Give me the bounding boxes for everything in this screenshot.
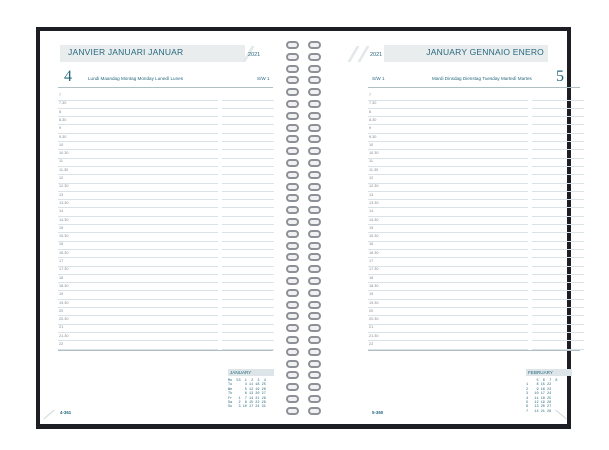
time-label: 9.30 <box>59 134 67 139</box>
spiral-ring <box>308 194 321 202</box>
time-label: 19.30 <box>59 300 69 305</box>
time-slot-row[interactable] <box>368 291 584 300</box>
time-slot-row[interactable] <box>368 258 584 267</box>
time-label: 11.30 <box>59 167 69 172</box>
time-slot-row[interactable] <box>368 333 584 342</box>
time-label: 8 <box>59 109 62 114</box>
time-label: 19 <box>59 292 64 297</box>
spiral-ring <box>308 135 321 143</box>
time-label: 19 <box>369 292 374 297</box>
time-slot-row[interactable] <box>58 158 274 167</box>
time-slot-row[interactable] <box>368 142 584 151</box>
time-slot-row[interactable] <box>58 200 274 209</box>
time-slot-row[interactable] <box>58 167 274 176</box>
time-slot-row[interactable] <box>58 217 274 226</box>
spiral-ring <box>286 100 299 108</box>
time-label: 14 <box>59 209 64 214</box>
time-label: 17.30 <box>369 267 379 272</box>
time-slot-row[interactable] <box>368 275 584 284</box>
time-slot-row[interactable] <box>368 100 584 109</box>
header-decoration <box>357 46 369 62</box>
time-label: 18 <box>369 275 374 280</box>
time-label: 10 <box>59 142 64 147</box>
right-day-names: Mardi Dinsdag Dienstag Tuesday Martedì Martes <box>432 76 532 81</box>
spiral-ring <box>286 112 299 120</box>
spiral-ring <box>308 395 321 403</box>
spiral-ring <box>286 147 299 155</box>
time-label: 17 <box>369 259 374 263</box>
right-day-number: 5 <box>556 68 564 85</box>
right-day-code: 5-360 <box>372 410 384 415</box>
time-label: 12 <box>59 176 64 180</box>
time-label: 22 <box>369 342 374 346</box>
spiral-ring <box>286 407 299 415</box>
time-label: 13.30 <box>59 200 69 205</box>
time-slot-row[interactable] <box>368 183 584 192</box>
time-slot-row[interactable] <box>58 258 274 267</box>
time-label: 14.30 <box>59 217 69 222</box>
time-label: 16 <box>369 242 374 247</box>
time-slot-row[interactable] <box>368 117 584 126</box>
time-label: 11 <box>59 159 63 164</box>
time-label: 9 <box>59 126 62 131</box>
time-slot-row[interactable] <box>368 175 584 184</box>
time-slot-row[interactable] <box>368 217 584 226</box>
spiral-ring <box>286 206 299 214</box>
time-slot-row[interactable] <box>368 324 584 333</box>
time-slot-row[interactable] <box>368 92 584 101</box>
spiral-ring <box>308 312 321 320</box>
left-week-number: S/W 1 <box>257 76 270 81</box>
spiral-ring <box>286 183 299 191</box>
right-year: 2021 <box>370 52 383 58</box>
time-slot-row[interactable] <box>58 341 274 350</box>
spiral-ring <box>286 395 299 403</box>
spiral-ring <box>286 312 299 320</box>
time-label: 16.30 <box>59 250 69 255</box>
time-slot-row[interactable] <box>58 150 274 159</box>
spiral-ring <box>308 147 321 155</box>
mini-calendar-grid: 5 6 7 8 1 8 15 22 2 9 16 23 3 10 17 24 4 11 18 25 5 12 19 26 6 13 20 27 7 14 21 28 <box>526 379 558 414</box>
time-label: 17 <box>59 259 64 263</box>
time-label: 7.30 <box>59 101 67 106</box>
time-slot-row[interactable] <box>368 134 584 143</box>
spiral-ring <box>308 289 321 297</box>
time-label: 7.30 <box>369 101 377 106</box>
time-slot-row[interactable] <box>368 109 584 118</box>
time-label: 13 <box>59 192 64 197</box>
spiral-ring <box>308 76 321 84</box>
time-label: 20 <box>59 308 64 313</box>
time-label: 10.30 <box>369 151 379 156</box>
time-label: 20 <box>369 308 374 313</box>
time-label: 14.30 <box>369 217 379 222</box>
spiral-ring <box>286 277 299 285</box>
spiral-ring <box>286 65 299 73</box>
time-slot-row[interactable] <box>58 291 274 300</box>
time-label: 11.30 <box>369 167 379 172</box>
spiral-ring <box>308 100 321 108</box>
time-slot-row[interactable] <box>368 300 584 309</box>
time-label: 18.30 <box>369 283 379 288</box>
spiral-ring <box>308 277 321 285</box>
time-slot-row[interactable] <box>368 125 584 134</box>
time-label: 8 <box>369 109 372 114</box>
time-label: 15 <box>59 225 64 230</box>
spiral-ring <box>286 124 299 132</box>
time-label: 21.30 <box>369 333 379 338</box>
time-slot-row[interactable] <box>58 175 274 184</box>
right-header-rule <box>368 87 580 88</box>
spiral-ring <box>308 183 321 191</box>
spiral-ring <box>308 230 321 238</box>
time-slot-row[interactable] <box>58 308 274 317</box>
spiral-ring <box>286 301 299 309</box>
time-slot-row[interactable] <box>368 208 584 217</box>
time-slot-row[interactable] <box>58 225 274 234</box>
time-slot-row[interactable] <box>368 233 584 242</box>
time-slot-row[interactable] <box>58 300 274 309</box>
time-label: 20.30 <box>59 317 69 322</box>
spiral-ring <box>286 53 299 61</box>
time-label: 18 <box>59 275 64 280</box>
left-year: 2021 <box>248 52 261 58</box>
time-label: 19.30 <box>369 300 379 305</box>
time-label: 11 <box>369 159 373 164</box>
left-month-title: JANVIER JANUARI JANUAR <box>68 47 184 57</box>
spiral-ring <box>286 289 299 297</box>
time-label: 13.30 <box>369 200 379 205</box>
time-slot-row[interactable] <box>368 308 584 317</box>
spiral-ring <box>308 65 321 73</box>
spiral-ring <box>286 324 299 332</box>
planner-cover <box>36 27 571 429</box>
spiral-ring <box>286 242 299 250</box>
time-label: 22 <box>59 342 64 346</box>
time-label: 15.30 <box>59 234 69 239</box>
time-slot-row[interactable] <box>368 341 584 350</box>
right-page <box>326 31 567 424</box>
time-label: 8.30 <box>369 117 377 122</box>
time-slot-row[interactable] <box>368 241 584 250</box>
mini-calendar-title: JANUARY <box>228 369 274 376</box>
time-slot-row[interactable] <box>58 324 274 333</box>
time-slot-row[interactable] <box>368 150 584 159</box>
spiral-binding <box>281 31 326 424</box>
time-slot-row[interactable] <box>368 167 584 176</box>
time-label: 15 <box>369 225 374 230</box>
time-label: 13 <box>369 192 374 197</box>
spiral-ring <box>308 171 321 179</box>
time-slot-row[interactable] <box>368 200 584 209</box>
time-slot-row[interactable] <box>58 208 274 217</box>
right-mini-calendar <box>526 369 572 419</box>
spiral-ring <box>308 360 321 368</box>
time-label: 12.30 <box>369 184 379 189</box>
spiral-ring <box>286 76 299 84</box>
mini-calendar-title: FEBRUARY <box>526 369 572 376</box>
spiral-ring <box>286 88 299 96</box>
spiral-ring <box>308 112 321 120</box>
spiral-ring <box>286 135 299 143</box>
time-label: 7 <box>59 93 62 97</box>
time-label: 12 <box>369 176 374 180</box>
spiral-ring <box>286 371 299 379</box>
left-header-rule <box>58 87 273 88</box>
spiral-ring <box>308 336 321 344</box>
time-slot-row[interactable] <box>58 241 274 250</box>
time-label: 21 <box>369 325 374 330</box>
spiral-ring <box>308 41 321 49</box>
time-slot-row[interactable] <box>58 233 274 242</box>
spiral-ring <box>286 41 299 49</box>
spiral-ring <box>308 253 321 261</box>
left-page <box>40 31 281 424</box>
spiral-ring <box>308 88 321 96</box>
time-label: 16.30 <box>369 250 379 255</box>
spiral-ring <box>286 230 299 238</box>
spiral-ring <box>286 159 299 167</box>
left-day-names: Lundi Maandag Montag Monday Lunedì Lunes <box>88 76 184 81</box>
spiral-ring <box>308 383 321 391</box>
time-slot-row[interactable] <box>368 225 584 234</box>
spiral-ring <box>308 124 321 132</box>
time-slot-row[interactable] <box>368 192 584 201</box>
time-slot-row[interactable] <box>58 192 274 201</box>
spiral-ring <box>308 159 321 167</box>
spiral-ring <box>308 407 321 415</box>
time-label: 21 <box>59 325 64 330</box>
left-mini-calendar <box>228 369 274 419</box>
time-label: 10.30 <box>59 151 69 156</box>
spiral-ring <box>286 218 299 226</box>
spiral-ring <box>286 194 299 202</box>
mini-calendar-grid: Mo 53 1 2 3 4 Tu 4 11 18 25 We 5 12 19 26 Th 6 13 20 27 Fr 1 7 14 21 28 Sa 2 8 15 22 29 Su 3 10 17 24 31 <box>228 379 266 410</box>
time-label: 17.30 <box>59 267 69 272</box>
left-day-number: 4 <box>64 68 72 85</box>
right-month-title: JANUARY GENNAIO ENERO <box>426 47 544 57</box>
time-slot-row[interactable] <box>58 100 274 109</box>
spiral-ring <box>286 253 299 261</box>
time-slot-row[interactable] <box>368 158 584 167</box>
time-slot-row[interactable] <box>58 316 274 325</box>
time-slot-row[interactable] <box>58 183 274 192</box>
time-label: 10 <box>369 142 374 147</box>
spiral-ring <box>286 360 299 368</box>
time-slot-row[interactable] <box>368 250 584 259</box>
spiral-ring <box>308 348 321 356</box>
spiral-ring <box>308 371 321 379</box>
time-label: 8.30 <box>59 117 67 122</box>
spiral-ring <box>308 324 321 332</box>
spiral-ring <box>308 53 321 61</box>
time-label: 20.30 <box>369 317 379 322</box>
left-header-band <box>60 45 245 62</box>
time-label: 18.30 <box>59 283 69 288</box>
spiral-ring <box>286 348 299 356</box>
time-slot-row[interactable] <box>368 316 584 325</box>
time-slot-row[interactable] <box>368 266 584 275</box>
spiral-ring <box>286 265 299 273</box>
spiral-ring <box>286 336 299 344</box>
spiral-ring <box>286 383 299 391</box>
time-label: 12.30 <box>59 184 69 189</box>
right-week-number: S/W 1 <box>372 76 385 81</box>
time-slot-row[interactable] <box>58 266 274 275</box>
time-slot-row[interactable] <box>58 109 274 118</box>
time-slot-row[interactable] <box>58 117 274 126</box>
time-slot-row[interactable] <box>58 333 274 342</box>
time-slot-row[interactable] <box>58 142 274 151</box>
time-label: 21.30 <box>59 333 69 338</box>
right-header-band <box>384 45 548 62</box>
spiral-ring <box>308 242 321 250</box>
time-slot-row[interactable] <box>58 275 274 284</box>
time-slot-row[interactable] <box>58 125 274 134</box>
time-label: 16 <box>59 242 64 247</box>
spiral-ring <box>308 206 321 214</box>
time-slot-row[interactable] <box>58 134 274 143</box>
page-corner <box>43 410 54 420</box>
time-slot-row[interactable] <box>58 250 274 259</box>
time-label: 15.30 <box>369 234 379 239</box>
spiral-ring <box>308 218 321 226</box>
time-label: 9.30 <box>369 134 377 139</box>
time-slot-row[interactable] <box>58 92 274 101</box>
left-day-code: 4-361 <box>60 410 72 415</box>
time-slot-row[interactable] <box>368 283 584 292</box>
spiral-ring <box>308 265 321 273</box>
time-slot-row[interactable] <box>58 283 274 292</box>
time-label: 9 <box>369 126 372 131</box>
time-label: 7 <box>369 93 372 97</box>
spiral-ring <box>308 301 321 309</box>
time-label: 14 <box>369 209 374 214</box>
spiral-ring <box>286 171 299 179</box>
